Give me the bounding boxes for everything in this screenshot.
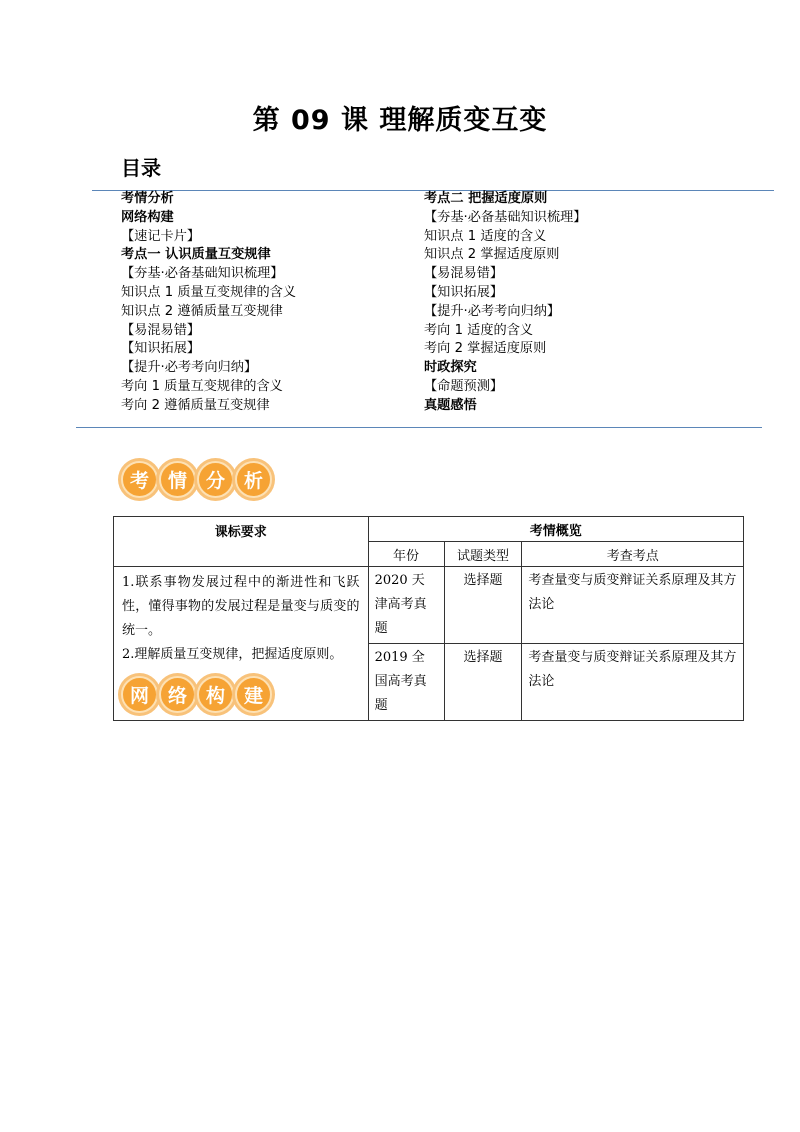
toc-item[interactable]: 考向 2 遵循质量互变规律 xyxy=(121,397,270,413)
point-cell: 考查量变与质变辩证关系原理及其方法论 xyxy=(522,567,744,644)
toc-heading: 目录 xyxy=(121,156,161,180)
toc-item[interactable]: 知识点 1 适度的含义 xyxy=(424,228,547,244)
toc-right-column xyxy=(424,190,586,416)
toc-item[interactable]: 【易混易错】 xyxy=(121,322,201,338)
subheader-point: 考查考点 xyxy=(522,542,744,567)
type-cell: 选择题 xyxy=(444,567,522,644)
toc-item[interactable]: 【速记卡片】 xyxy=(121,228,201,244)
header-overview: 考情概览 xyxy=(368,517,743,542)
year-cell: 2019 全国高考真题 xyxy=(368,644,444,721)
toc-item[interactable]: 【知识拓展】 xyxy=(121,341,201,357)
exam-analysis-banner xyxy=(121,459,272,499)
toc-item[interactable]: 【提升·必考考向归纳】 xyxy=(424,303,561,319)
toc-item[interactable]: 真题感悟 xyxy=(424,397,477,413)
toc-item[interactable]: 时政探究 xyxy=(424,360,477,376)
banner-badge: 析 xyxy=(235,461,272,498)
toc-item[interactable]: 【命题预测】 xyxy=(424,378,504,394)
toc-item[interactable]: 【知识拓展】 xyxy=(424,284,504,300)
network-banner xyxy=(121,674,272,714)
page-title: 第 09 课 理解质变互变 xyxy=(252,105,548,136)
toc-item[interactable]: 知识点 2 遵循质量互变规律 xyxy=(121,303,283,319)
subheader-type: 试题类型 xyxy=(444,542,522,567)
toc-left-column xyxy=(121,190,296,416)
toc-item[interactable]: 考点一 认识质量互变规律 xyxy=(121,247,271,263)
toc-item[interactable]: 考情分析 xyxy=(121,191,174,206)
banner-badge: 建 xyxy=(235,676,272,713)
table-header-row xyxy=(114,517,744,542)
subheader-year: 年份 xyxy=(368,542,444,567)
toc-item[interactable]: 【夯基·必备基础知识梳理】 xyxy=(121,266,284,282)
toc-item[interactable]: 知识点 1 质量互变规律的含义 xyxy=(121,284,297,300)
toc-item[interactable]: 【易混易错】 xyxy=(424,266,504,282)
type-cell: 选择题 xyxy=(444,644,522,721)
year-cell: 2020 天津高考真题 xyxy=(368,567,444,644)
toc-item[interactable]: 考点二 把握适度原则 xyxy=(424,191,548,206)
toc-item[interactable]: 【夯基·必备基础知识梳理】 xyxy=(424,209,587,225)
toc-item[interactable]: 【提升·必考考向归纳】 xyxy=(121,360,258,376)
toc-bottom-rule xyxy=(76,427,762,428)
banner-badge: 分 xyxy=(197,461,234,498)
point-cell: 考查量变与质变辩证关系原理及其方法论 xyxy=(522,644,744,721)
toc-item[interactable]: 考向 2 掌握适度原则 xyxy=(424,341,547,357)
banner-badge: 网 xyxy=(121,676,158,713)
toc-item[interactable]: 知识点 2 掌握适度原则 xyxy=(424,247,560,263)
banner-badge: 考 xyxy=(121,461,158,498)
table-row xyxy=(114,567,744,644)
banner-badge: 络 xyxy=(159,676,196,713)
banner-badge: 情 xyxy=(159,461,196,498)
toc-item[interactable]: 考向 1 质量互变规律的含义 xyxy=(121,378,283,394)
header-requirements: 课标要求 xyxy=(114,517,369,567)
requirements-cell: 1.联系事物发展过程中的渐进性和飞跃性，懂得事物的发展过程是量变与质变的统一。 2.理解质量互变规律，把握适度原则。 xyxy=(114,567,369,721)
banner-badge: 构 xyxy=(197,676,234,713)
toc-item[interactable]: 网络构建 xyxy=(121,209,174,225)
toc-item[interactable]: 考向 1 适度的含义 xyxy=(424,322,534,338)
